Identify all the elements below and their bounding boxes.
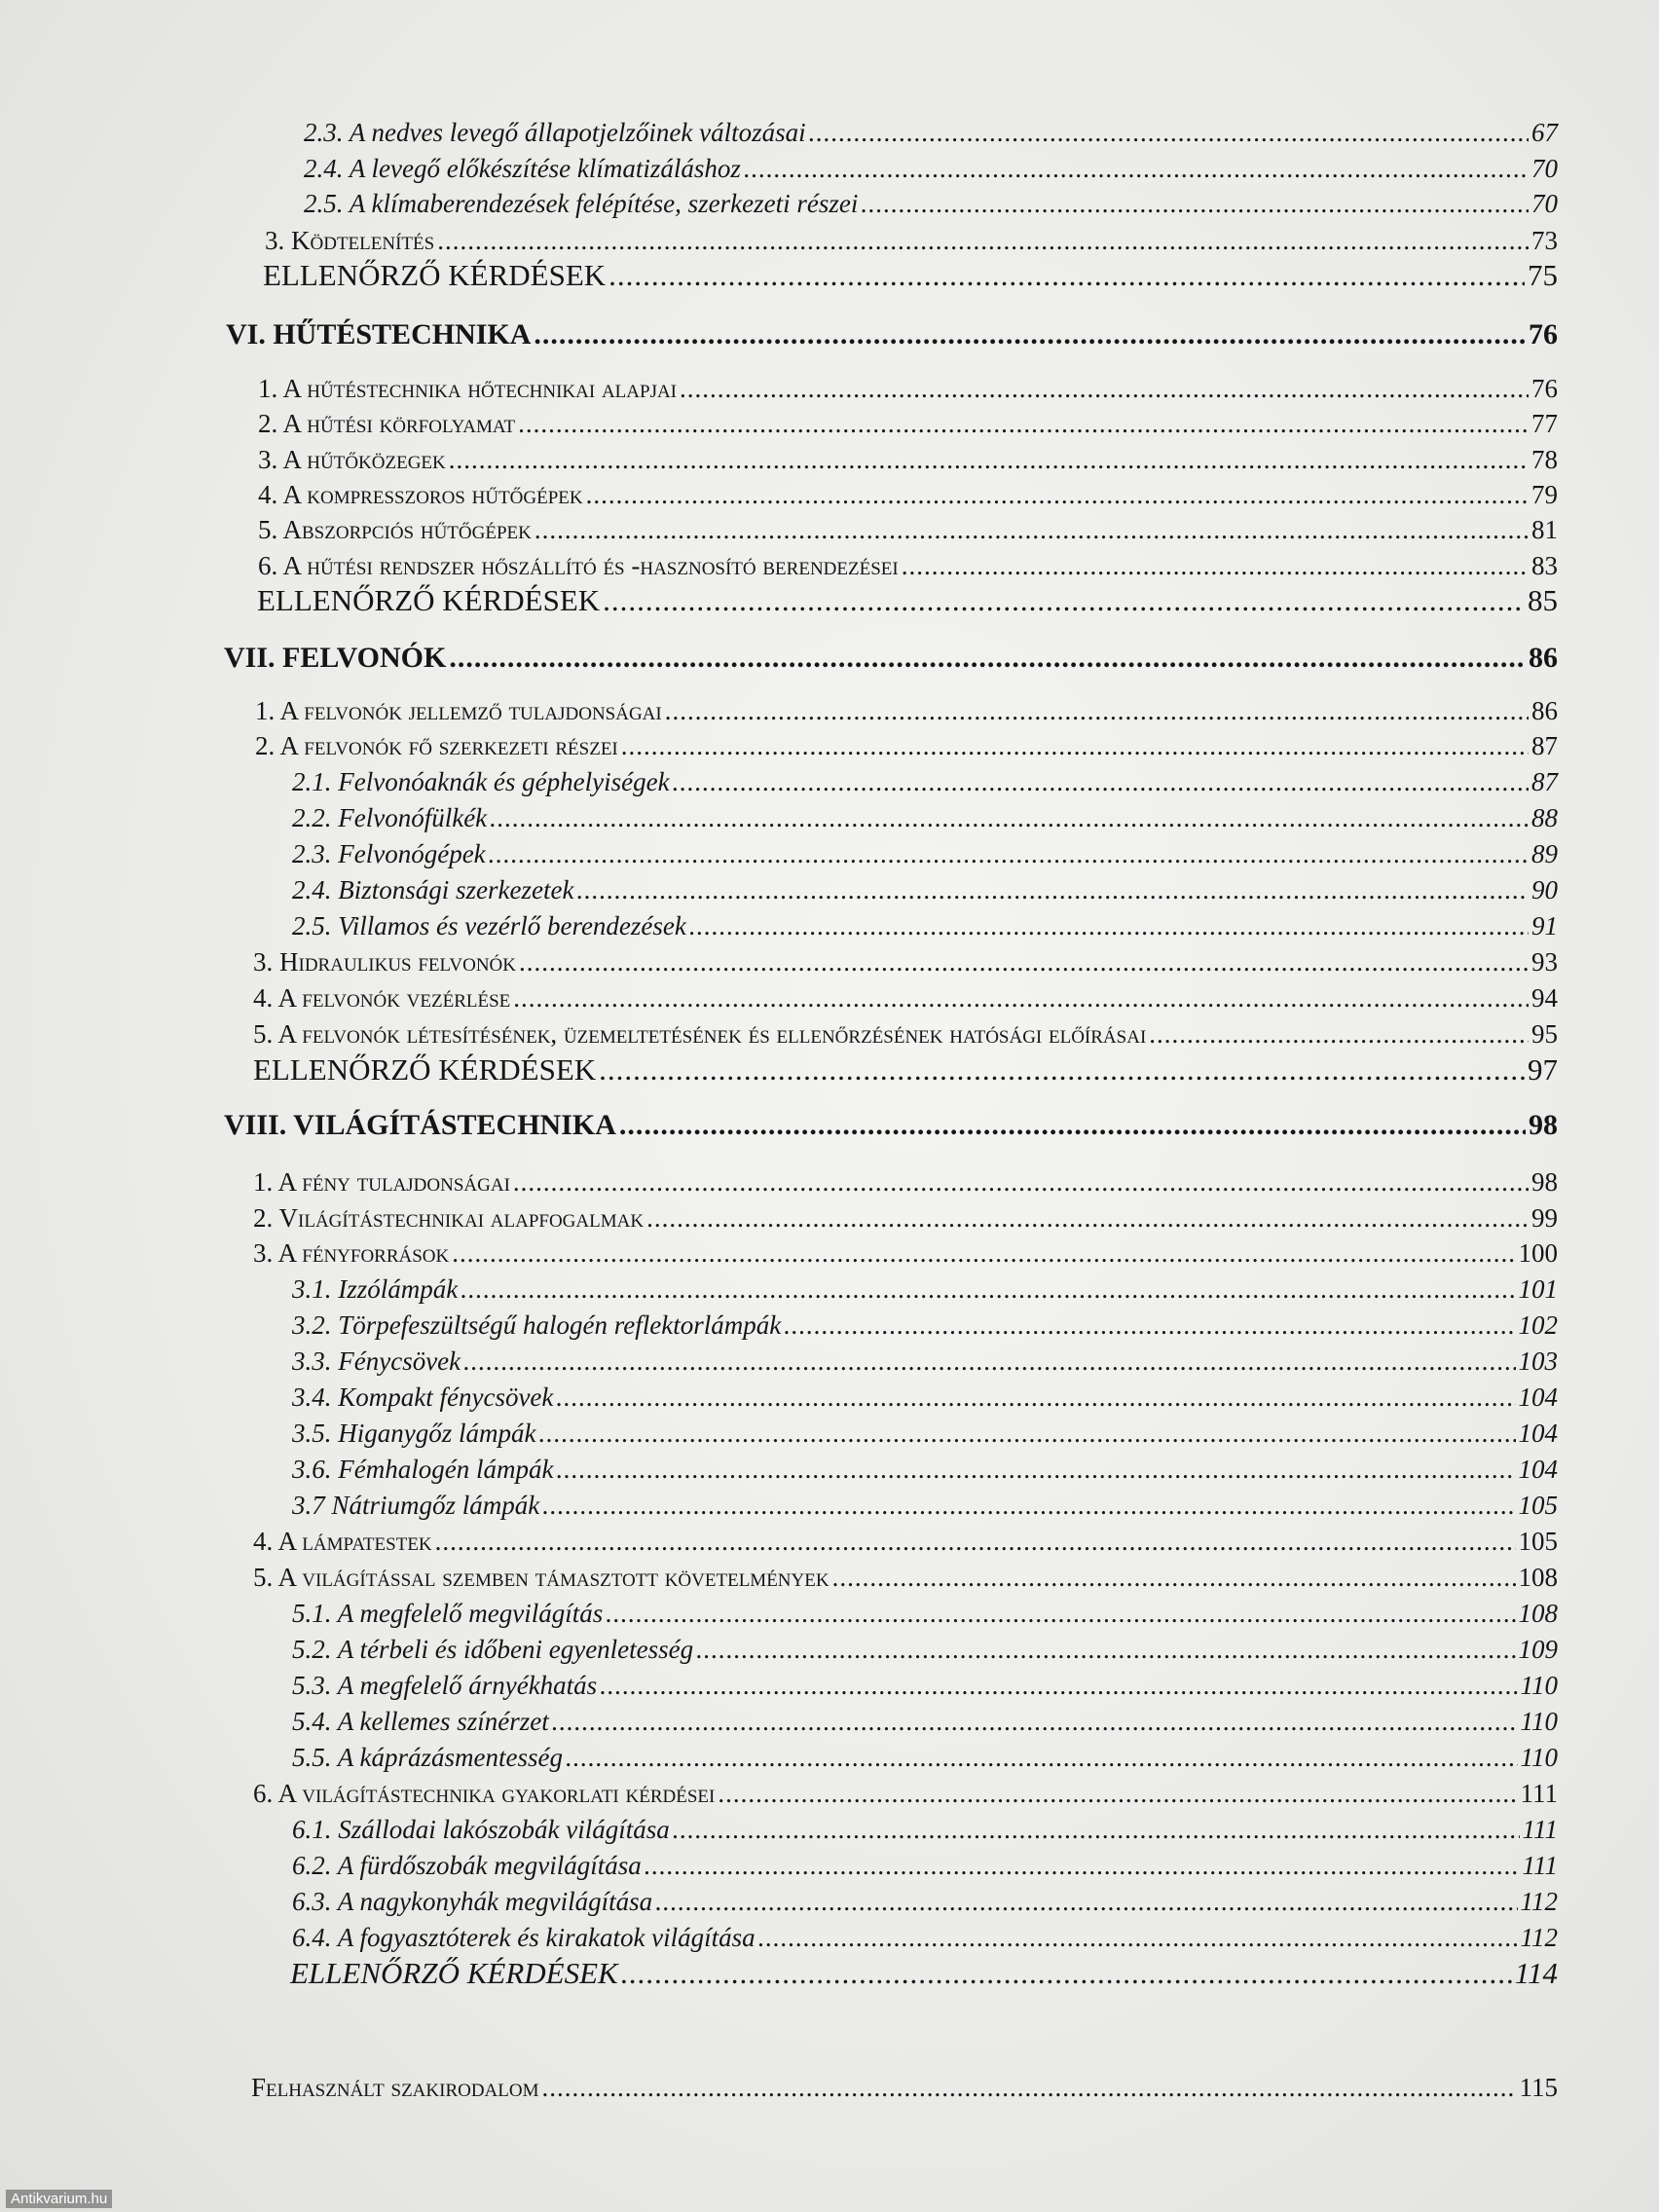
- toc-entry-label: 3.2. Törpefeszültségű halogén reflektorlámpák: [292, 1310, 782, 1340]
- toc-entry-vi-6: [258, 548, 1558, 583]
- toc-entry-label: 4. A lámpatestek: [253, 1527, 432, 1556]
- toc-entry-label: 1. A felvonók jellemző tulajdonságai: [255, 696, 662, 725]
- toc-page-number: 83: [1531, 551, 1558, 580]
- toc-page-number: 70: [1531, 154, 1558, 183]
- toc-entry-viii-6-4: [292, 1920, 1558, 1955]
- toc-page-number: 114: [1514, 1956, 1558, 1990]
- leader-dots: [518, 406, 1529, 441]
- toc-entry-label: 5.4. A kellemes színérzet: [292, 1707, 549, 1736]
- leader-dots: [645, 1848, 1520, 1883]
- toc-page-number: 77: [1531, 409, 1558, 438]
- toc-entry-label: 6.2. A fürdőszobák megvilágítása: [292, 1851, 642, 1880]
- toc-page-number: 81: [1531, 515, 1558, 544]
- toc-page-number: 105: [1518, 1527, 1558, 1556]
- watermark-label: Antikvarium.hu: [6, 2190, 112, 2208]
- leader-dots: [603, 583, 1525, 618]
- toc-entry-label: 5. Abszorpciós hűtőgépek: [258, 515, 532, 544]
- toc-page-number: 108: [1518, 1563, 1558, 1592]
- leader-dots: [576, 872, 1529, 907]
- toc-entry-label: 6.4. A fogyasztóterek és kirakatok világítása: [292, 1923, 756, 1952]
- leader-dots: [449, 641, 1526, 676]
- toc-entry-vi-ellenorzo: [257, 583, 1558, 618]
- toc-page-number: 94: [1531, 983, 1558, 1013]
- toc-page-number: 91: [1531, 911, 1558, 940]
- toc-page-number: 70: [1531, 189, 1558, 218]
- leader-dots: [452, 1235, 1515, 1271]
- leader-dots: [673, 764, 1529, 799]
- toc-entry-label: ELLENŐRZŐ KÉRDÉSEK: [257, 583, 601, 617]
- toc-entry-2-4: [304, 151, 1558, 186]
- toc-entry-2-3: [304, 115, 1558, 150]
- toc-entry-viii-6-2: [292, 1848, 1558, 1883]
- toc-entry-viii-3-5: [292, 1416, 1558, 1451]
- toc-entry-vii-2-4: [292, 872, 1558, 907]
- leader-dots: [680, 371, 1529, 406]
- toc-entry-viii-6-1: [292, 1812, 1558, 1847]
- toc-entry-viii-4: [253, 1524, 1558, 1559]
- toc-entry-bibliography: [251, 2070, 1558, 2105]
- toc-page-number: 100: [1518, 1238, 1558, 1268]
- leader-dots: [902, 548, 1529, 583]
- toc-entry-label: 4. A kompresszoros hűtőgépek: [258, 480, 583, 509]
- leader-dots: [552, 1704, 1518, 1739]
- toc-entry-label: 1. A fény tulajdonságai: [253, 1167, 510, 1197]
- leader-dots: [513, 1164, 1529, 1199]
- toc-entry-label: 2. Világítástechnikai alapfogalmak: [253, 1203, 645, 1233]
- leader-dots: [542, 1488, 1515, 1523]
- toc-page-number: 110: [1520, 1671, 1558, 1700]
- toc-entry-label: 6. A hűtési rendszer hőszállító és -hasznosító berendezései: [258, 551, 899, 580]
- toc-entry-viii-1: [253, 1164, 1558, 1199]
- toc-entry-ellenorzo: [263, 258, 1558, 293]
- toc-entry-label: 3. Ködtelenítés: [265, 226, 435, 255]
- leader-dots: [538, 1416, 1515, 1451]
- leader-dots: [621, 1956, 1512, 1991]
- toc-entry-label: Felhasznált szakirodalom: [251, 2073, 539, 2102]
- toc-entry-label: 2.1. Felvonóaknák és géphelyiségek: [292, 767, 670, 796]
- toc-page-number: 112: [1520, 1887, 1558, 1916]
- leader-dots: [646, 1200, 1529, 1235]
- toc-entry-viii-5-2: [292, 1632, 1558, 1667]
- leader-dots: [586, 477, 1529, 512]
- toc-chapter-title: VI. HŰTÉSTECHNIKA: [226, 318, 532, 350]
- toc-page-number: 86: [1531, 696, 1558, 725]
- toc-entry-label: 6.3. A nagykonyhák megvilágítása: [292, 1887, 653, 1916]
- toc-page-number: 104: [1518, 1382, 1558, 1412]
- toc-entry-viii-3-2: [292, 1308, 1558, 1343]
- toc-chapter-vii: [224, 641, 1558, 676]
- toc-entry-viii-5-1: [292, 1596, 1558, 1631]
- leader-dots: [437, 223, 1529, 258]
- leader-dots: [542, 2070, 1517, 2105]
- toc-entry-label: 5. A felvonók létesítésének, üzemeltetésének és ellenőrzésének hatósági előírásai: [253, 1019, 1147, 1049]
- leader-dots: [696, 1632, 1515, 1667]
- toc-page-number: 73: [1531, 226, 1558, 255]
- leader-dots: [449, 442, 1529, 477]
- leader-dots: [463, 1344, 1515, 1379]
- toc-entry-label: 3. Hidraulikus felvonók: [253, 947, 516, 977]
- leader-dots: [566, 1740, 1518, 1775]
- toc-entry-viii-3-4: [292, 1380, 1558, 1415]
- toc-page-number: 115: [1519, 2073, 1558, 2102]
- toc-page-number: 103: [1518, 1346, 1558, 1376]
- leader-dots: [435, 1524, 1516, 1559]
- toc-entry-3: [265, 223, 1558, 258]
- toc-entry-viii-5-3: [292, 1668, 1558, 1703]
- toc-entry-label: 5.3. A megfelelő árnyékhatás: [292, 1671, 598, 1700]
- leader-dots: [784, 1308, 1515, 1343]
- leader-dots: [689, 908, 1529, 943]
- leader-dots: [673, 1812, 1520, 1847]
- toc-entry-label: 2.5. A klímaberendezések felépítése, szerkezeti részei: [304, 189, 859, 218]
- toc-page-number: 75: [1528, 258, 1558, 292]
- toc-chapter-title: VII. FELVONÓK: [224, 642, 447, 674]
- leader-dots: [535, 512, 1529, 547]
- toc-entry-vii-2-3: [292, 836, 1558, 871]
- toc-entry-label: 2.4. A levegő előkészítése klímatizáláshoz: [304, 154, 741, 183]
- toc-entry-label: 3.4. Kompakt fénycsövek: [292, 1382, 554, 1412]
- toc-entry-label: ELLENŐRZŐ KÉRDÉSEK: [290, 1956, 618, 1990]
- toc-page-number: 109: [1518, 1635, 1558, 1664]
- toc-page-number: 76: [1529, 318, 1558, 350]
- toc-entry-label: 2.5. Villamos és vezérlő berendezések: [292, 911, 686, 940]
- toc-page-number: 111: [1520, 1779, 1558, 1808]
- toc-page-number: 112: [1520, 1923, 1558, 1952]
- toc-entry-vi-3: [258, 442, 1558, 477]
- toc-entry-label: 2.3. Felvonógépek: [292, 839, 486, 868]
- leader-dots: [556, 1380, 1515, 1415]
- toc-page-number: 101: [1518, 1274, 1558, 1304]
- toc-entry-label: 4. A felvonók vezérlése: [253, 983, 511, 1013]
- toc-entry-vii-3: [253, 944, 1558, 979]
- toc-page-number: 87: [1531, 767, 1558, 796]
- toc-entry-label: 3.3. Fénycsövek: [292, 1346, 461, 1376]
- toc-entry-label: 6. A világítástechnika gyakorlati kérdései: [253, 1779, 716, 1808]
- toc-entry-label: 2.2. Felvonófülkék: [292, 803, 488, 832]
- toc-entry-label: 3.6. Fémhalogén lámpák: [292, 1455, 554, 1484]
- leader-dots: [619, 1108, 1526, 1143]
- toc-entry-label: 2.4. Biztonsági szerkezetek: [292, 875, 574, 904]
- toc-entry-vii-2-2: [292, 800, 1558, 835]
- toc-entry-label: 6.1. Szállodai lakószobák világítása: [292, 1815, 670, 1844]
- toc-page-number: 88: [1531, 803, 1558, 832]
- toc-entry-viii-3: [253, 1235, 1558, 1271]
- toc-entry-viii-6-3: [292, 1884, 1558, 1919]
- leader-dots: [534, 317, 1526, 352]
- toc-entry-label: ELLENŐRZŐ KÉRDÉSEK: [263, 258, 607, 292]
- leader-dots: [621, 728, 1529, 763]
- toc-entry-label: 5.1. A megfelelő megvilágítás: [292, 1599, 604, 1628]
- leader-dots: [1149, 1016, 1529, 1051]
- toc-entry-label: 3. A fényforrások: [253, 1238, 450, 1268]
- leader-dots: [489, 836, 1529, 871]
- toc-entry-vi-5: [258, 512, 1558, 547]
- toc-entry-vii-4: [253, 980, 1558, 1015]
- toc-entry-viii-3-6: [292, 1452, 1558, 1487]
- toc-page-number: 111: [1522, 1815, 1558, 1844]
- toc-page-number: 79: [1531, 480, 1558, 509]
- toc-page-number: 108: [1518, 1599, 1558, 1628]
- toc-entry-vii-1: [255, 693, 1558, 728]
- toc-page-number: 102: [1518, 1310, 1558, 1340]
- toc-entry-label: ELLENŐRZŐ KÉRDÉSEK: [253, 1052, 597, 1087]
- toc-page-number: 98: [1531, 1167, 1558, 1197]
- toc-chapter-viii: [224, 1108, 1558, 1143]
- toc-chapter-vi: [226, 317, 1558, 352]
- toc-page-number: 86: [1529, 642, 1558, 674]
- leader-dots: [655, 1884, 1517, 1919]
- leader-dots: [600, 1668, 1517, 1703]
- leader-dots: [832, 1560, 1516, 1595]
- toc-page-number: 87: [1531, 731, 1558, 760]
- toc-entry-vii-ellenorzo: [253, 1052, 1558, 1088]
- toc-entry-vii-2-5: [292, 908, 1558, 943]
- toc-page-number: 104: [1518, 1419, 1558, 1448]
- toc-page-number: 76: [1531, 374, 1558, 403]
- toc-page-number: 89: [1531, 839, 1558, 868]
- toc-page-number: 90: [1531, 875, 1558, 904]
- toc-entry-viii-2: [253, 1200, 1558, 1235]
- toc-entry-label: 3.7 Nátriumgőz lámpák: [292, 1491, 540, 1520]
- toc-page-number: 78: [1531, 445, 1558, 474]
- toc-page-number: 97: [1528, 1052, 1558, 1087]
- toc-entry-viii-3-1: [292, 1272, 1558, 1307]
- leader-dots: [744, 151, 1529, 186]
- toc-page-number: 111: [1522, 1851, 1558, 1880]
- toc-entry-vi-1: [258, 371, 1558, 406]
- toc-chapter-title: VIII. VILÁGÍTÁSTECHNIKA: [224, 1109, 616, 1141]
- toc-entry-viii-5: [253, 1560, 1558, 1595]
- toc-entry-vi-2: [258, 406, 1558, 441]
- toc-entry-viii-3-3: [292, 1344, 1558, 1379]
- toc-entry-viii-3-7: [292, 1488, 1558, 1523]
- toc-entry-vii-2: [255, 728, 1558, 763]
- toc-entry-viii-6: [253, 1776, 1558, 1811]
- toc-entry-viii-ellenorzo: [290, 1956, 1558, 1991]
- leader-dots: [758, 1920, 1518, 1955]
- toc-page-number: 110: [1520, 1707, 1558, 1736]
- leader-dots: [809, 115, 1529, 150]
- toc-entry-vii-5: [253, 1016, 1558, 1051]
- toc-page-number: 110: [1520, 1743, 1558, 1772]
- toc-page-number: 93: [1531, 947, 1558, 977]
- toc-entry-vii-2-1: [292, 764, 1558, 799]
- toc-entry-label: 5. A világítással szemben támasztott követelmények: [253, 1563, 830, 1592]
- toc-page-number: 98: [1529, 1109, 1558, 1141]
- leader-dots: [490, 800, 1529, 835]
- leader-dots: [599, 1052, 1525, 1088]
- toc-page-number: 104: [1518, 1455, 1558, 1484]
- leader-dots: [461, 1272, 1515, 1307]
- toc-page-number: 95: [1531, 1019, 1558, 1049]
- toc-entry-label: 2.3. A nedves levegő állapotjelzőinek változásai: [304, 118, 806, 147]
- leader-dots: [606, 1596, 1515, 1631]
- leader-dots: [556, 1452, 1515, 1487]
- leader-dots: [513, 980, 1529, 1015]
- toc-entry-label: 1. A hűtéstechnika hőtechnikai alapjai: [258, 374, 678, 403]
- toc-entry-viii-5-4: [292, 1704, 1558, 1739]
- toc-entry-label: 5.2. A térbeli és időbeni egyenletesség: [292, 1635, 694, 1664]
- toc-entry-2-5: [304, 186, 1558, 221]
- leader-dots: [519, 944, 1529, 979]
- leader-dots: [665, 693, 1529, 728]
- toc-page-number: 67: [1531, 118, 1558, 147]
- leader-dots: [608, 258, 1525, 293]
- toc-entry-label: 3.5. Higanygőz lámpák: [292, 1419, 536, 1448]
- leader-dots: [718, 1776, 1517, 1811]
- toc-entry-label: 2. A felvonók fő szerkezeti részei: [255, 731, 618, 760]
- toc-page-number: 85: [1528, 583, 1558, 617]
- leader-dots: [861, 186, 1529, 221]
- toc-entry-label: 5.5. A káprázásmentesség: [292, 1743, 563, 1772]
- toc-entry-label: 3. A hűtőközegek: [258, 445, 446, 474]
- toc-entry-label: 3.1. Izzólámpák: [292, 1274, 459, 1304]
- toc-entry-label: 2. A hűtési körfolyamat: [258, 409, 516, 438]
- toc-entry-viii-5-5: [292, 1740, 1558, 1775]
- toc-page-number: 105: [1518, 1491, 1558, 1520]
- toc-entry-vi-4: [258, 477, 1558, 512]
- toc-page-number: 99: [1531, 1203, 1558, 1233]
